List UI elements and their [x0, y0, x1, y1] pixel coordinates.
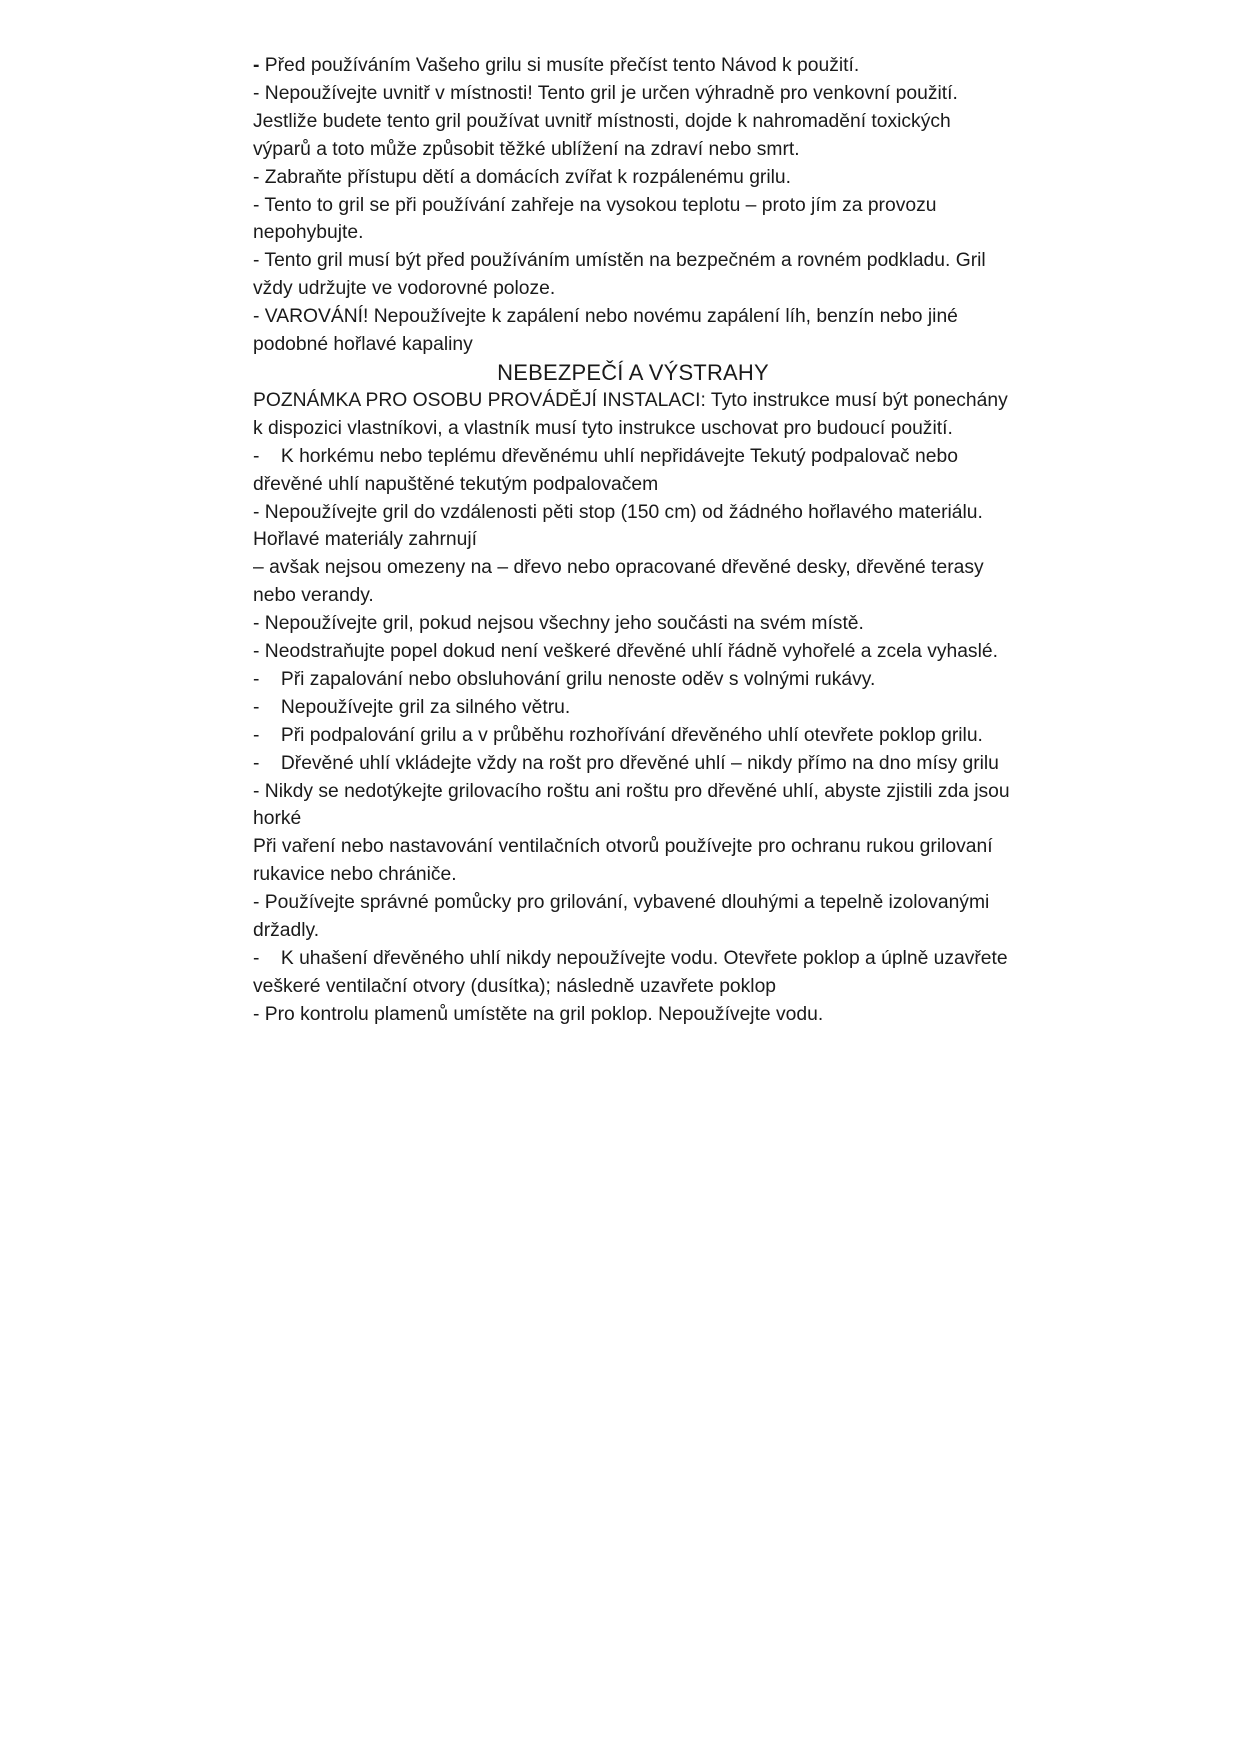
body-paragraph-14: - K uhašení dřevěného uhlí nikdy nepoužívejte vodu. Otevřete poklop a úplně uzavřete veškeré ventilační otvory (dusítka); následně uzavřete poklop	[253, 948, 1013, 997]
body-paragraph-6: - Neodstraňujte popel dokud není veškeré dřevěné uhlí řádně vyhořelé a zcela vyhaslé.	[253, 641, 998, 663]
body-paragraph-7: - Při zapalování nebo obsluhování grilu nenoste oděv s volnými rukávy.	[253, 668, 876, 690]
body-paragraph-9: - Při podpalování grilu a v průběhu rozhořívání dřevěného uhlí otevřete poklop grilu.	[253, 724, 983, 746]
body-paragraph-12: Při vaření nebo nastavování ventilačních otvorů používejte pro ochranu rukou grilovaní rukavice nebo chrániče.	[253, 836, 998, 886]
intro-paragraph-2: - Nepoužívejte uvnitř v místnosti! Tento gril je určen výhradně pro venkovní použití. Jestliže budete tento gril používat uvnitř místnosti, dojde k nahromadění toxických výparů a toto může způsobit těžké ublížení na zdraví nebo smrt.	[253, 82, 964, 160]
intro-paragraph-5: - Tento gril musí být před používáním umístěn na bezpečném a rovném podkladu. Gril vždy udržujte ve vodorovné poloze.	[253, 250, 992, 300]
intro-paragraph-1	[253, 52, 1013, 80]
body-paragraph-2: - K horkému nebo teplému dřevěnému uhlí nepřidávejte Tekutý podpalovač nebo dřevěné uhlí napuštěné tekutým podpalovačem	[253, 445, 964, 495]
section-heading: NEBEZPEČÍ A VÝSTRAHY	[497, 359, 769, 385]
paragraph-text: Před používáním Vašeho grilu si musíte přečíst tento Návod k použití.	[259, 55, 860, 76]
body-paragraph-11: - Nikdy se nedotýkejte grilovacího roštu ani roštu pro dřevěné uhlí, abyste zjistili zda jsou horké	[253, 780, 1015, 830]
body-paragraph-15: - Pro kontrolu plamenů umístěte na gril poklop. Nepoužívejte vodu.	[253, 1003, 824, 1025]
body-paragraph-4: – avšak nejsou omezeny na – dřevo nebo opracované dřevěné desky, dřevěné terasy nebo verandy.	[253, 557, 990, 607]
intro-paragraph-3: - Zabraňte přístupu dětí a domácích zvířat k rozpálenému grilu.	[253, 166, 791, 188]
bullet-dash: -	[253, 55, 260, 76]
body-paragraph-10: - Dřevěné uhlí vkládejte vždy na rošt pro dřevěné uhlí – nikdy přímo na dno mísy grilu	[253, 752, 999, 774]
intro-paragraph-6: - VAROVÁNÍ! Nepoužívejte k zapálení nebo novému zapálení líh, benzín nebo jiné podobné hořlavé kapaliny	[253, 306, 964, 356]
document-body	[253, 52, 1013, 1029]
body-paragraph-13: - Používejte správné pomůcky pro grilování, vybavené dlouhými a tepelně izolovanými držadly.	[253, 892, 995, 942]
body-paragraph-3: - Nepoužívejte gril do vzdálenosti pěti stop (150 cm) od žádného hořlavého materiálu. Hořlavé materiály zahrnují	[253, 501, 989, 551]
body-paragraph-1: POZNÁMKA PRO OSOBU PROVÁDĚJÍ INSTALACI: Tyto instrukce musí být ponechány k dispozici vlastníkovi, a vlastník musí tyto instrukce uschovat pro budoucí použití.	[253, 389, 1014, 439]
body-paragraph-8: - Nepoužívejte gril za silného větru.	[253, 696, 571, 718]
intro-paragraph-4: - Tento to gril se při používání zahřeje na vysokou teplotu – proto jím za provozu nepohybujte.	[253, 194, 942, 244]
body-paragraph-5: - Nepoužívejte gril, pokud nejsou všechny jeho součásti na svém místě.	[253, 613, 864, 635]
